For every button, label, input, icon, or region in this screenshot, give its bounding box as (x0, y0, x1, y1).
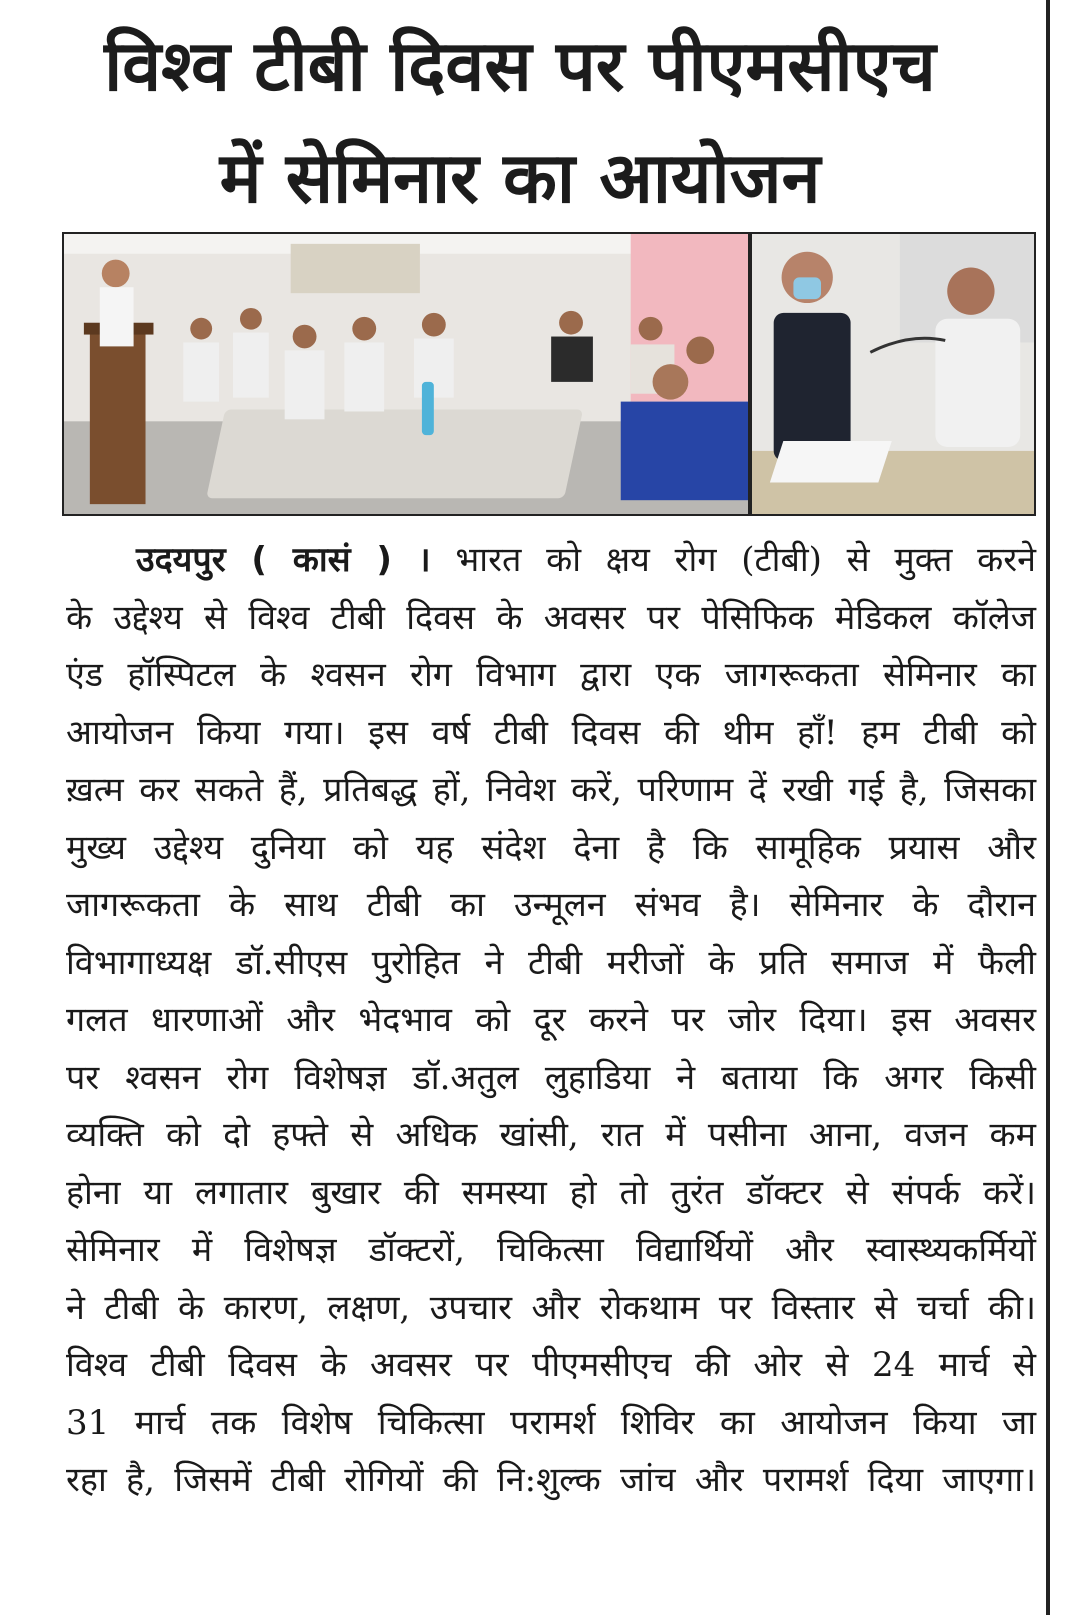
seminar-hall-illustration (64, 234, 748, 514)
dateline: उदयपुर ( कासं ) । (136, 540, 431, 580)
article-line-10: पर श्वसन रोग विशेषज्ञ डॉ.अतुल लुहाडिया ने बताया कि अगर किसी (66, 1057, 1036, 1098)
article-line-12: होना या लगातार बुखार की समस्या हो तो तुरंत डॉक्टर से संपर्क करें। (66, 1172, 1036, 1213)
article-line-9: गलत धारणाओं और भेदभाव को दूर करने पर जोर दिया। इस अवसर (66, 1000, 1036, 1040)
column-rule (1046, 0, 1050, 1615)
article-body (66, 532, 1036, 1510)
article-line-15: विश्व टीबी दिवस के अवसर पर पीएमसीएच की ओर से 24 मार्च से (66, 1345, 1036, 1385)
article-line-4: आयोजन किया गया। इस वर्ष टीबी दिवस की थीम हाँ! हम टीबी को (66, 712, 1036, 753)
seminar-hall-photo (62, 232, 750, 516)
doctor-examining-patient-photo (750, 232, 1036, 516)
article-line-1: उदयपुर ( कासं ) । भारत को क्षय रोग (टीबी) से मुक्त करने (136, 540, 1036, 580)
headline (20, 10, 1020, 234)
article-line-8: विभागाध्यक्ष डॉ.सीएस पुरोहित ने टीबी मरीजों के प्रति समाज में फैली (66, 942, 1036, 983)
headline-line-1: विश्व टीबी दिवस पर पीएमसीएच (104, 25, 936, 107)
article-line-6: मुख्य उद्देश्य दुनिया को यह संदेश देना है कि सामूहिक प्रयास और (66, 827, 1036, 868)
doctor-patient-illustration (752, 234, 1034, 514)
article-line-3: एंड हॉस्पिटल के श्वसन रोग विभाग द्वारा एक जागरूकता सेमिनार का (66, 655, 1036, 695)
article-line-2: के उद्देश्य से विश्व टीबी दिवस के अवसर पर पेसिफिक मेडिकल कॉलेज (66, 597, 1036, 638)
article-line-17: रहा है, जिसमें टीबी रोगियों की नि:शुल्क जांच और परामर्श दिया जाएगा। (66, 1460, 1036, 1500)
headline-line-2: में सेमिनार का आयोजन (219, 137, 821, 219)
article-line-16: 31 मार्च तक विशेष चिकित्सा परामर्श शिविर का आयोजन किया जा (66, 1402, 1036, 1443)
article-line-11: व्यक्ति को दो हफ्ते से अधिक खांसी, रात में पसीना आना, वजन कम (66, 1115, 1036, 1155)
article-line-7: जागरूकता के साथ टीबी का उन्मूलन संभव है। सेमिनार के दौरान (66, 885, 1036, 925)
article-line-5: ख़त्म कर सकते हैं, प्रतिबद्ध हों, निवेश करें, परिणाम दें रखी गई है, जिसका (66, 770, 1036, 810)
article-line-14: ने टीबी के कारण, लक्षण, उपचार और रोकथाम पर विस्तार से चर्चा की। (66, 1287, 1036, 1328)
article-line-13: सेमिनार में विशेषज्ञ डॉक्टरों, चिकित्सा विद्यार्थियों और स्वास्थ्यकर्मियों (66, 1230, 1036, 1270)
